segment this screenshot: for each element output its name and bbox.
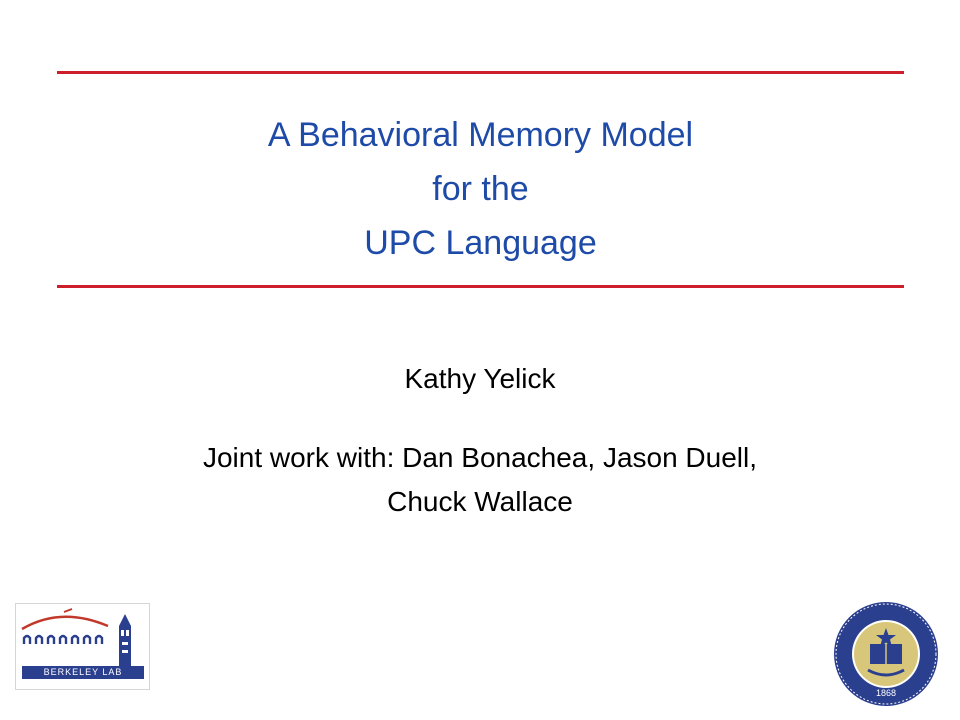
seal-year: 1868 [875, 688, 897, 698]
author-name: Kathy Yelick [404, 363, 556, 394]
top-divider [57, 71, 904, 74]
slide-title [57, 108, 904, 270]
joint-work-line-1: Joint work with: Dan Bonachea, Jason Duell, [202, 442, 758, 473]
uc-berkeley-seal [832, 600, 940, 708]
berkeley-lab-wordmark: BERKELEY LAB [43, 667, 123, 677]
title-line-1: A Behavioral Memory Model [267, 116, 694, 154]
author-block [0, 356, 960, 524]
joint-work-line-2: Chuck Wallace [387, 486, 573, 517]
title-line-3: UPC Language [364, 224, 597, 262]
title-line-2: for the [432, 170, 529, 208]
berkeley-lab-logo [15, 603, 150, 690]
bottom-divider [57, 285, 904, 288]
